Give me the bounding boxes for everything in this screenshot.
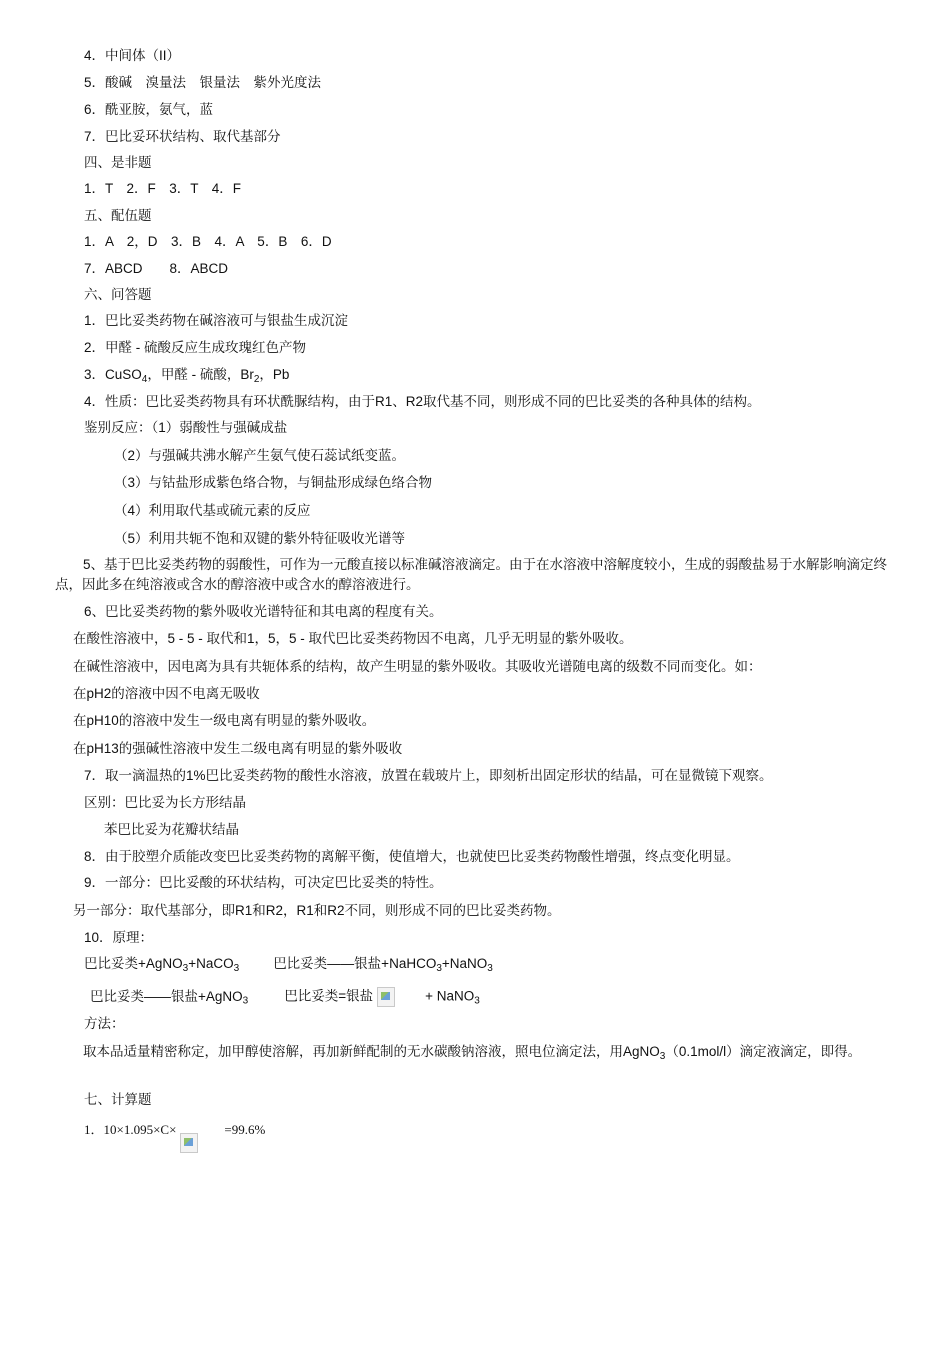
answer-line: 10．原理： bbox=[84, 930, 154, 945]
section-heading: 六、问答题 bbox=[84, 287, 152, 302]
broken-image-icon bbox=[377, 987, 395, 1007]
answer-line: 1．巴比妥类药物在碱溶液可与银盐生成沉淀 bbox=[84, 313, 349, 328]
formula-text: +NaNO bbox=[441, 956, 488, 971]
formula-text: 巴比妥类=银盐 bbox=[284, 988, 374, 1004]
answer-line: 6、巴比妥类药物的紫外吸收光谱特征和其电离的程度有关。 bbox=[84, 604, 443, 619]
answer-line: 7．ABCD 8．ABCD bbox=[84, 261, 229, 276]
answer-line: 鉴别反应：（1）弱酸性与强碱成盐 bbox=[84, 420, 288, 435]
answer-line: 1．T 2．F 3．T 4．F bbox=[84, 181, 242, 196]
answer-line: 在碱性溶液中，因电离为具有共轭体系的结构，故产生明显的紫外吸收。其吸收光谱随电离的级数不同而变化。如： bbox=[73, 659, 762, 674]
formula-text: + NaNO bbox=[425, 988, 475, 1004]
answer-line: 7．巴比妥环状结构、取代基部分 bbox=[84, 129, 281, 144]
formula-text: 取本品适量精密称定，加甲醇使溶解，再加新鲜配制的无水碳酸钠溶液，照电位滴定法，用AgNO bbox=[83, 1044, 660, 1059]
section-heading: 七、计算题 bbox=[84, 1092, 152, 1107]
answer-line: 区别：巴比妥为长方形结晶 bbox=[84, 795, 246, 810]
answer-line: 在pH10的溶液中发生一级电离有明显的紫外吸收。 bbox=[73, 713, 376, 728]
answer-line: 6．酰亚胺，氨气，蓝 bbox=[84, 102, 214, 117]
broken-image-icon bbox=[180, 1133, 198, 1153]
formula-text: ，Pb bbox=[259, 367, 290, 382]
answer-line: 9．一部分：巴比妥酸的环状结构，可决定巴比妥类的特性。 bbox=[84, 875, 443, 890]
answer-line: 苯巴比妥为花瓣状结晶 bbox=[104, 822, 239, 837]
formula-text: （0.1mol/l）滴定液滴定，即得。 bbox=[665, 1044, 862, 1059]
subscript: 3 bbox=[233, 963, 240, 974]
formula-text: ，甲醛 - 硫酸，Br bbox=[147, 367, 254, 382]
formula-text: 巴比妥类——银盐+AgNO bbox=[90, 988, 243, 1004]
answer-line: 1．A 2，D 3．B 4．A 5．B 6．D bbox=[84, 234, 332, 249]
answer-line: 在pH13的强碱性溶液中发生二级电离有明显的紫外吸收 bbox=[73, 741, 403, 756]
reaction-equation bbox=[0, 955, 951, 973]
list-item: （2）与强碱共沸水解产生氨气使石蕊试纸变蓝。 bbox=[114, 448, 406, 463]
subscript: 3 bbox=[659, 1051, 666, 1062]
formula-text: 3．CuSO bbox=[84, 367, 142, 382]
paragraph: 5、基于巴比妥类药物的弱酸性，可作为一元酸直接以标准碱溶液滴定。由于在水溶液中溶解度较小，生成的弱酸盐易于水解影响滴定终点，因此多在纯溶液或含水的醇溶液中或含水的醇溶液进行。 bbox=[55, 557, 888, 592]
calculation-line bbox=[0, 1121, 951, 1141]
subscript: 3 bbox=[436, 963, 442, 974]
answer-line: 5．酸碱 溴量法 银量法 紫外光度法 bbox=[84, 75, 322, 90]
answer-line: 在酸性溶液中，5 - 5 - 取代和1，5，5 - 取代巴比妥类药物因不电离，几乎无明显的紫外吸收。 bbox=[73, 631, 633, 646]
answer-line: 8．由于胶塑介质能改变巴比妥类药物的离解平衡，使值增大，也就使巴比妥类药物酸性增强，终点变化明显。 bbox=[84, 849, 740, 864]
answer-line: 另一部分：取代基部分，即R1和R2，R1和R2不同，则形成不同的巴比妥类药物。 bbox=[73, 903, 561, 918]
paragraph bbox=[55, 1042, 897, 1062]
answer-line-reagents bbox=[0, 366, 951, 384]
section-heading: 五、配伍题 bbox=[84, 208, 152, 223]
formula-text: 巴比妥类——银盐+NaHCO bbox=[273, 956, 437, 971]
answer-line: 4．性质：巴比妥类药物具有环状酰脲结构，由于R1、R2取代基不同，则形成不同的巴比妥类的各种具体的结构。 bbox=[84, 394, 761, 409]
formula-text: +NaCO bbox=[188, 956, 234, 971]
subscript: 3 bbox=[242, 995, 249, 1007]
formula-text: =99.6% bbox=[224, 1122, 266, 1137]
list-item: （3）与钴盐形成紫色络合物，与铜盐形成绿色络合物 bbox=[114, 475, 433, 490]
formula-text: 巴比妥类+AgNO bbox=[84, 956, 183, 971]
list-item: （5）利用共轭不饱和双键的紫外特征吸收光谱等 bbox=[114, 531, 406, 546]
answer-line: 方法： bbox=[84, 1016, 125, 1031]
subscript: 3 bbox=[182, 963, 189, 974]
list-item: （4）利用取代基或硫元素的反应 bbox=[114, 503, 311, 518]
answer-line: 在pH2的溶液中因不电离无吸收 bbox=[73, 686, 260, 701]
reaction-equation bbox=[0, 987, 951, 1007]
subscript: 3 bbox=[474, 995, 480, 1007]
section-heading: 四、是非题 bbox=[84, 155, 152, 170]
subscript: 3 bbox=[487, 963, 493, 974]
answer-line: 7．取一滴温热的1%巴比妥类药物的酸性水溶液，放置在载玻片上，即刻析出固定形状的结晶，可在显微镜下观察。 bbox=[84, 768, 773, 783]
subscript: 2 bbox=[253, 374, 260, 385]
formula-text: 1．10×1.095×C× bbox=[84, 1122, 177, 1137]
subscript: 4 bbox=[141, 374, 148, 385]
answer-line: 4．中间体（II） bbox=[84, 48, 181, 63]
answer-line: 2．甲醛 - 硫酸反应生成玫瑰红色产物 bbox=[84, 340, 307, 355]
